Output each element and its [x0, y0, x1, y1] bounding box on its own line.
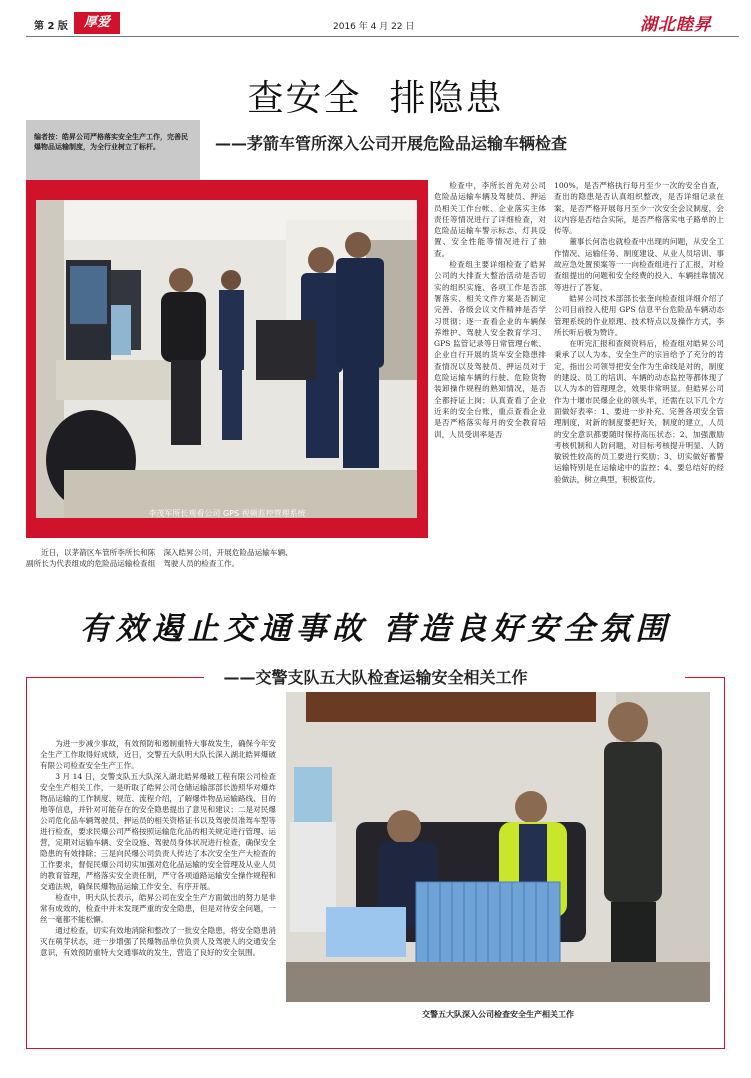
- issue-date: 2016 年 4 月 22 日: [333, 22, 415, 32]
- story1-column-2: [554, 180, 724, 590]
- paragraph: 近日，以茅箭区车管所李所长和陈副所长为代表组成的危险品运输检查组深入皓昇公司，开展危险品运输车辆、驾驶人员的检查工作。: [26, 548, 293, 569]
- story1-subtitle: ——茅箭车管所深入公司开展危险品运输车辆检查: [215, 134, 568, 153]
- story2-subtitle: ——交警支队五大队检查运输安全相关工作: [223, 668, 528, 687]
- section-badge: 厚爱: [74, 12, 120, 34]
- paragraph: 3 月 14 日，交警支队五大队深入湖北皓昇爆破工程有限公司检查安全生产相关工作，一是听取了皓昇公司仓储运输部部长游照华对爆炸物品运输的工作制度、规范、流程介绍，了解爆炸物品运输路线、目的地等信息，并针对可能存在的安全隐患提出了意见和建议；二是对民爆公司危化品车辆驾驶员、押运员的相关资格证书以及驾驶员准驾车型等进行检查，要求民爆公司严格按照运输危化品的相关规定进行管理、运营，定期对运输车辆、安全设施、驾驶员身体状况进行检查，确保安全隐患的有效排除；三是向民爆公司负责人传达了本次安全生产大检查的工作要求，督促民爆公司切实加强对危化品运输的安全管理及从业人员的教育管理，严格落实安全责任制，严守各项道路运输安全操作规程和交通法规，确保民爆物品运输工作安全、有序开展。: [40, 772, 276, 891]
- paragraph: 检查中，明大队长表示，皓昇公司在安全生产方面做出的努力是非常有成效的，检查中并未发现严重的安全隐患，但是对待安全问题，一丝一毫都不能松懈。: [40, 893, 276, 924]
- story1-column-1: [434, 180, 546, 570]
- safety-slogan: 有效遏止交通事故 营造良好安全氛围: [79, 611, 672, 647]
- paragraph: 检查组主要详细检查了皓昇公司的大排查大整治活动是否切实的组织实施、各项工作是否部署落实、相关文件方案是否制定完善、各级会议文件精神是否学习贯彻；逐一查看企业的车辆保养维护、驾驶人安全教育学习、GPS 监管记录等日常管理台帐、企业自行开展的货车安全隐患排查情况以及驾驶员、押运员对于危险运输车辆的行驶、危险货物装卸操作规程的熟知情况，是否全都持证上岗；认真查看了企业近来的安全台账，重点查看企业是否严格落实每月的安全教育培训，人员受训率是否: [434, 260, 546, 439]
- story2-photo: [286, 692, 710, 1002]
- paragraph: 董事长何浩也就检查中出现的问题，从安全工作情况、运输任务、制度建设、从业人员培训、事故应急处置预案等一一向检查组进行了汇报，对检查组提出的问题和安全经费的投入、车辆挂靠情况等进行了答复。: [554, 237, 724, 292]
- headline-part-1: 查安全: [247, 78, 362, 119]
- paragraph: 通过检查，切实有效地消除和整改了一批安全隐患，将安全隐患消灭在萌芽状态，进一步增强了民爆物品单位负责人及驾驶人的交通安全意识，有效预防重特大交通事故的发生，营造了良好的安全氛围。: [40, 926, 276, 957]
- story1-photo: [36, 200, 417, 518]
- header-divider: [26, 36, 739, 37]
- story2-body: [40, 738, 276, 1058]
- story2-photo-caption: 交警五大队深入公司检查安全生产相关工作: [422, 1010, 574, 1019]
- headline-part-2: 排隐患: [389, 78, 504, 119]
- story1-photo-caption: 李茂军所长观看公司 GPS 视频监控管理系统: [148, 509, 306, 518]
- story1-headline: [0, 70, 751, 121]
- paragraph: 100%，是否严格执行每月至少一次的安全自查，查出的隐患是否认真组织整改，是否详细记录在案，是否严格开展每月至少一次安全会议制度，会议内容是否结合实际，是否严格落实电子路单的上传等。: [554, 181, 724, 236]
- editor-note: 编者按：皓昇公司严格落实安全生产工作，完善民爆物品运输制度，为全行业树立了标杆。: [34, 133, 188, 151]
- paragraph: 检查中，李所长首先对公司危险品运输车辆及驾驶员、押运员相关工作台帐、企业落实主体责任等情况进行了详细检查，对危险品运输车警示标志、灯具设置、安全性能等情况进行了抽查。: [434, 181, 546, 258]
- paragraph: 在听完汇报和查阅资料后，检查组对皓昇公司秉承了以人为本、安全生产的宗旨给予了充分的肯定，指出公司领导把安全作为生命线是对的，制度的建设、员工的培训、车辆的动态监控等都体现了以人为本的管理理念，效果非常明显。但皓昇公司作为十堰市民爆企业的领头羊，还需在以下几个方面做好表率：1、要进一步补充、完善各项安全管理制度，对新的制度要把好关，制度的建立，人员的安全意识都要随时保持高压状态；2、加强激励考核机制和人防问题，对目标考核提升明显、人防敏锐性较高的员工要进行奖励；3、切实做好蓄警运输特别是在运输途中的监控；4、要总结好的经验做法，树立典型，积极宣传。: [554, 339, 724, 484]
- edition-number: 第 2 版: [34, 21, 68, 32]
- page-header: [0, 0, 751, 40]
- paragraph: 为进一步减少事故，有效预防和遏制重特大事故发生，确保今年安全生产工作取得好成绩，近日，交警五大队明大队长深入湖北皓昇爆破有限公司检查安全生产工作。: [40, 739, 276, 770]
- newspaper-logo: 湖北睦昇: [640, 15, 712, 35]
- paragraph: 皓昇公司技术部部长张奎向检查组详细介绍了公司目前投入使用 GPS 信息平台危险品车辆动态管理系统的作业原理、技术特点以及操作方式，李所长听后极为赞许。: [554, 293, 724, 337]
- story1-lead-text: [26, 547, 430, 587]
